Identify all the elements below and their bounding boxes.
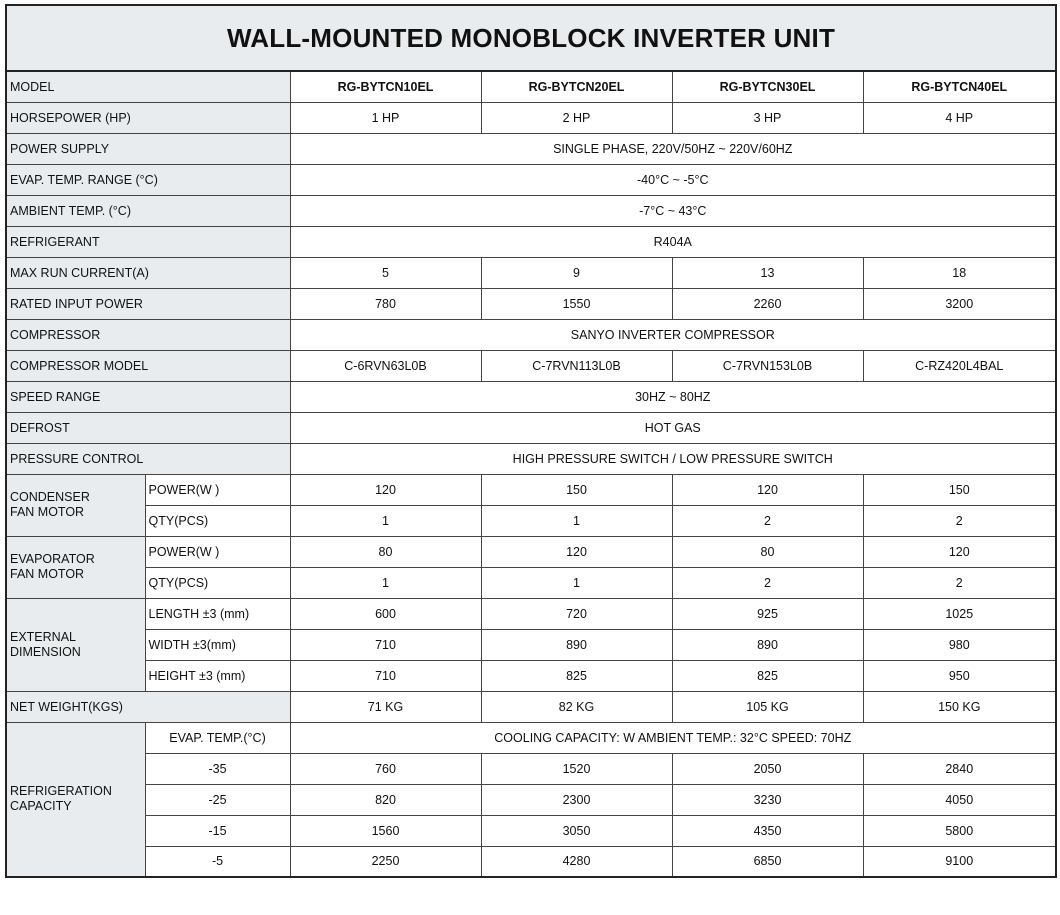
compressor-model-label: COMPRESSOR MODEL	[6, 350, 290, 381]
compressor-model-cell: C-RZ420L4BAL	[863, 350, 1056, 381]
table-title: WALL-MOUNTED MONOBLOCK INVERTER UNIT	[6, 5, 1056, 71]
net-weight-cell: 105 KG	[672, 691, 863, 722]
refrigeration-capacity-label	[6, 722, 145, 877]
net-weight-cell: 150 KG	[863, 691, 1056, 722]
row-model	[6, 71, 1056, 102]
max-run-current-cell: 9	[481, 257, 672, 288]
capacity-cell: 1520	[481, 753, 672, 784]
capacity-temp: -5	[145, 846, 290, 877]
height-label: HEIGHT ±3 (mm)	[145, 660, 290, 691]
row-evap-temp-range	[6, 164, 1056, 195]
defrost-label: DEFROST	[6, 412, 290, 443]
horsepower-cell: 2 HP	[481, 102, 672, 133]
refrigeration-capacity-label-line1: REFRIGERATION	[10, 784, 112, 799]
row-condenser-power	[6, 474, 1056, 505]
condenser-qty-cell: 2	[672, 505, 863, 536]
compressor-model-cell: C-7RVN113L0B	[481, 350, 672, 381]
capacity-temp: -35	[145, 753, 290, 784]
rated-input-power-cell: 780	[290, 288, 481, 319]
capacity-temp: -15	[145, 815, 290, 846]
evaporator-power-cell: 120	[863, 536, 1056, 567]
row-speed-range	[6, 381, 1056, 412]
capacity-conditions: COOLING CAPACITY: W AMBIENT TEMP.: 32°C SPEED: 70HZ	[290, 722, 1056, 753]
row-capacity	[6, 753, 1056, 784]
max-run-current-cell: 13	[672, 257, 863, 288]
condenser-power-cell: 150	[863, 474, 1056, 505]
evaporator-qty-cell: 2	[863, 567, 1056, 598]
horsepower-cell: 1 HP	[290, 102, 481, 133]
capacity-cell: 2250	[290, 846, 481, 877]
row-evaporator-power	[6, 536, 1056, 567]
row-evaporator-qty	[6, 567, 1056, 598]
compressor-value: SANYO INVERTER COMPRESSOR	[290, 319, 1056, 350]
capacity-cell: 760	[290, 753, 481, 784]
row-condenser-qty	[6, 505, 1056, 536]
speed-range-label: SPEED RANGE	[6, 381, 290, 412]
row-dim-height	[6, 660, 1056, 691]
compressor-model-cell: C-6RVN63L0B	[290, 350, 481, 381]
row-refrigerant	[6, 226, 1056, 257]
ambient-temp-value: -7°C ~ 43°C	[290, 195, 1056, 226]
evaporator-qty-cell: 2	[672, 567, 863, 598]
width-label: WIDTH ±3(mm)	[145, 629, 290, 660]
condenser-qty-cell: 2	[863, 505, 1056, 536]
row-defrost	[6, 412, 1056, 443]
max-run-current-label: MAX RUN CURRENT(A)	[6, 257, 290, 288]
capacity-cell: 4280	[481, 846, 672, 877]
pressure-control-label: PRESSURE CONTROL	[6, 443, 290, 474]
condenser-qty-label: QTY(PCS)	[145, 505, 290, 536]
row-compressor	[6, 319, 1056, 350]
condenser-fan-label	[6, 474, 145, 536]
evaporator-qty-cell: 1	[481, 567, 672, 598]
height-cell: 825	[672, 660, 863, 691]
length-label: LENGTH ±3 (mm)	[145, 598, 290, 629]
evaporator-fan-label	[6, 536, 145, 598]
capacity-cell: 2840	[863, 753, 1056, 784]
capacity-cell: 4050	[863, 784, 1056, 815]
width-cell: 710	[290, 629, 481, 660]
row-compressor-model	[6, 350, 1056, 381]
row-horsepower	[6, 102, 1056, 133]
net-weight-label: NET WEIGHT(KGS)	[6, 691, 290, 722]
ambient-temp-label: AMBIENT TEMP. (°C)	[6, 195, 290, 226]
capacity-cell: 9100	[863, 846, 1056, 877]
refrigerant-value: R404A	[290, 226, 1056, 257]
max-run-current-cell: 18	[863, 257, 1056, 288]
evaporator-power-cell: 80	[290, 536, 481, 567]
rated-input-power-cell: 1550	[481, 288, 672, 319]
width-cell: 890	[672, 629, 863, 660]
evaporator-qty-cell: 1	[290, 567, 481, 598]
capacity-cell: 1560	[290, 815, 481, 846]
capacity-cell: 3050	[481, 815, 672, 846]
power-supply-label: POWER SUPPLY	[6, 133, 290, 164]
rated-input-power-cell: 2260	[672, 288, 863, 319]
evap-temp-range-label: EVAP. TEMP. RANGE (°C)	[6, 164, 290, 195]
rated-input-power-label: RATED INPUT POWER	[6, 288, 290, 319]
rated-input-power-cell: 3200	[863, 288, 1056, 319]
width-cell: 890	[481, 629, 672, 660]
evaporator-power-cell: 80	[672, 536, 863, 567]
horsepower-cell: 3 HP	[672, 102, 863, 133]
condenser-power-cell: 120	[672, 474, 863, 505]
capacity-cell: 3230	[672, 784, 863, 815]
length-cell: 720	[481, 598, 672, 629]
model-cell: RG-BYTCN40EL	[863, 71, 1056, 102]
evap-temp-header: EVAP. TEMP.(°C)	[145, 722, 290, 753]
spec-table	[5, 4, 1057, 878]
row-ambient-temp	[6, 195, 1056, 226]
net-weight-cell: 82 KG	[481, 691, 672, 722]
capacity-cell: 6850	[672, 846, 863, 877]
horsepower-cell: 4 HP	[863, 102, 1056, 133]
refrigeration-capacity-label-line2: CAPACITY	[10, 799, 72, 814]
row-power-supply	[6, 133, 1056, 164]
evaporator-fan-label-line2: FAN MOTOR	[10, 567, 85, 581]
row-capacity	[6, 815, 1056, 846]
capacity-temp: -25	[145, 784, 290, 815]
external-dimension-label-line1: EXTERNAL	[10, 629, 76, 644]
defrost-value: HOT GAS	[290, 412, 1056, 443]
net-weight-cell: 71 KG	[290, 691, 481, 722]
horsepower-label: HORSEPOWER (HP)	[6, 102, 290, 133]
speed-range-value: 30HZ ~ 80HZ	[290, 381, 1056, 412]
row-capacity-header	[6, 722, 1056, 753]
condenser-fan-label-line2: FAN MOTOR	[10, 505, 85, 519]
condenser-power-label: POWER(W )	[145, 474, 290, 505]
compressor-model-cell: C-7RVN153L0B	[672, 350, 863, 381]
capacity-cell: 820	[290, 784, 481, 815]
capacity-cell: 5800	[863, 815, 1056, 846]
width-cell: 980	[863, 629, 1056, 660]
evaporator-power-cell: 120	[481, 536, 672, 567]
external-dimension-label-line2: DIMENSION	[10, 644, 81, 659]
row-max-run-current	[6, 257, 1056, 288]
refrigerant-label: REFRIGERANT	[6, 226, 290, 257]
row-rated-input-power	[6, 288, 1056, 319]
compressor-label: COMPRESSOR	[6, 319, 290, 350]
capacity-cell: 2300	[481, 784, 672, 815]
evaporator-fan-label-line1: EVAPORATOR	[10, 552, 95, 566]
evaporator-power-label: POWER(W )	[145, 536, 290, 567]
model-cell: RG-BYTCN20EL	[481, 71, 672, 102]
condenser-qty-cell: 1	[290, 505, 481, 536]
evap-temp-range-value: -40°C ~ -5°C	[290, 164, 1056, 195]
title-row	[6, 5, 1056, 71]
model-cell: RG-BYTCN30EL	[672, 71, 863, 102]
model-label: MODEL	[6, 71, 290, 102]
condenser-power-cell: 120	[290, 474, 481, 505]
length-cell: 600	[290, 598, 481, 629]
condenser-qty-cell: 1	[481, 505, 672, 536]
length-cell: 925	[672, 598, 863, 629]
height-cell: 710	[290, 660, 481, 691]
height-cell: 825	[481, 660, 672, 691]
external-dimension-label	[6, 598, 145, 691]
condenser-power-cell: 150	[481, 474, 672, 505]
max-run-current-cell: 5	[290, 257, 481, 288]
length-cell: 1025	[863, 598, 1056, 629]
evaporator-qty-label: QTY(PCS)	[145, 567, 290, 598]
pressure-control-value: HIGH PRESSURE SWITCH / LOW PRESSURE SWITCH	[290, 443, 1056, 474]
height-cell: 950	[863, 660, 1056, 691]
row-dim-length	[6, 598, 1056, 629]
condenser-fan-label-line1: CONDENSER	[10, 490, 90, 504]
row-pressure-control	[6, 443, 1056, 474]
row-capacity	[6, 784, 1056, 815]
capacity-cell: 4350	[672, 815, 863, 846]
row-dim-width	[6, 629, 1056, 660]
row-net-weight	[6, 691, 1056, 722]
power-supply-value: SINGLE PHASE, 220V/50HZ ~ 220V/60HZ	[290, 133, 1056, 164]
model-cell: RG-BYTCN10EL	[290, 71, 481, 102]
capacity-cell: 2050	[672, 753, 863, 784]
row-capacity	[6, 846, 1056, 877]
